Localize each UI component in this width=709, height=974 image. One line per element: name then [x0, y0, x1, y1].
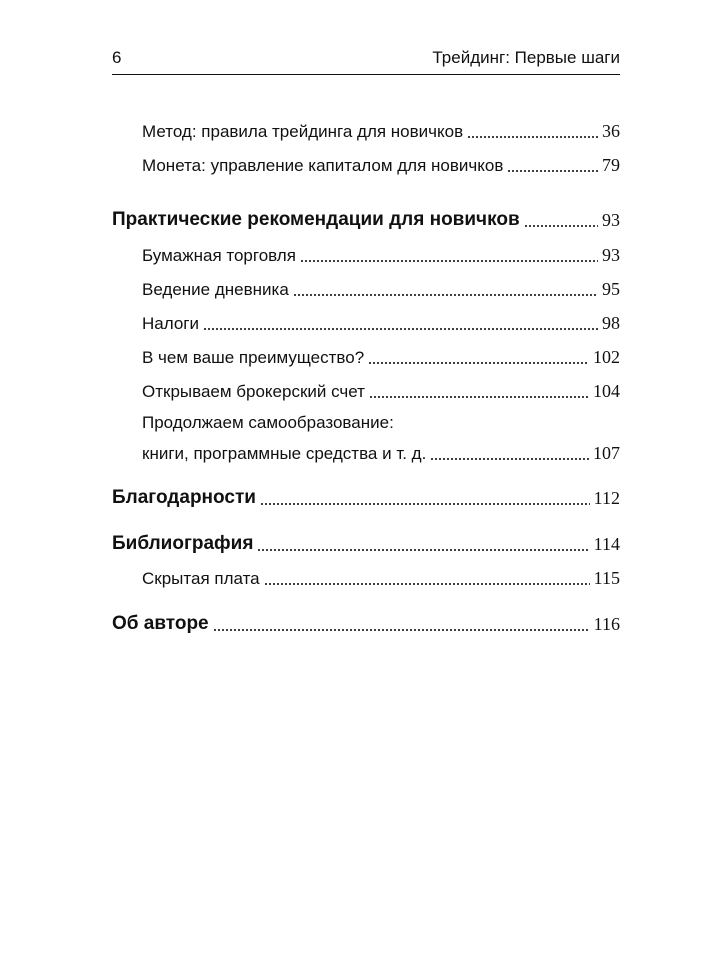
toc-entry: [112, 154, 620, 176]
toc-entry: [112, 120, 620, 142]
toc-entry-page: 102: [593, 347, 620, 367]
toc-entry-multiline: [112, 413, 620, 464]
running-title: Трейдинг: Первые шаги: [432, 48, 620, 67]
toc-chapter: [112, 533, 620, 555]
dot-leader: [293, 294, 598, 296]
toc-chapter-title: Благодарности: [112, 487, 256, 508]
toc-entry-title: Монета: управление капиталом для новичков: [142, 156, 504, 175]
dot-leader: [467, 136, 598, 138]
toc-entry: [112, 567, 620, 589]
page-number: 6: [112, 48, 122, 67]
toc-chapter-title: Об авторе: [112, 613, 209, 634]
toc-entry-page: 95: [602, 279, 620, 299]
toc-entry-title: книги, программные средства и т. д.: [142, 444, 427, 463]
toc-entry-page: 36: [602, 121, 620, 141]
toc-entry-title: Бумажная торговля: [142, 246, 296, 265]
toc-entry-page: 114: [593, 534, 620, 554]
toc-entry-page: 79: [602, 155, 620, 175]
dot-leader: [264, 583, 590, 585]
toc-entry-title: Скрытая плата: [142, 569, 260, 588]
dot-leader: [203, 328, 598, 330]
toc-chapter: [112, 487, 620, 509]
toc-entry-title: Открываем брокерский счет: [142, 382, 365, 401]
toc-entry: [112, 312, 620, 334]
toc-chapter-title: Практические рекомендации для новичков: [112, 209, 520, 230]
toc-entry-page: 93: [602, 210, 620, 230]
toc-entry: [112, 380, 620, 402]
toc-entry: [112, 244, 620, 266]
toc-entry-title: В чем ваше преимущество?: [142, 348, 365, 367]
dot-leader: [524, 225, 598, 227]
toc-entry-page: 112: [593, 488, 620, 508]
toc-entry-title-line1: Продолжаем самообразование:: [142, 413, 394, 432]
dot-leader: [213, 629, 590, 631]
toc-entry-page: 115: [593, 568, 620, 588]
toc-entry-title: Налоги: [142, 314, 199, 333]
dot-leader: [257, 549, 590, 551]
dot-leader: [430, 458, 589, 460]
toc-chapter: [112, 613, 620, 635]
dot-leader: [300, 260, 598, 262]
dot-leader: [260, 503, 590, 505]
toc-entry: [112, 346, 620, 368]
toc-entry-page: 104: [593, 381, 620, 401]
toc-entry-title: Ведение дневника: [142, 280, 289, 299]
toc-chapter-title: Библиография: [112, 533, 254, 554]
running-header: [112, 46, 620, 75]
toc-entry-page: 107: [593, 443, 620, 463]
dot-leader: [507, 170, 598, 172]
toc-entry-page: 116: [593, 614, 620, 634]
toc-chapter: [112, 209, 620, 231]
dot-leader: [368, 362, 589, 364]
toc-entry-page: 98: [602, 313, 620, 333]
toc-entry: [112, 278, 620, 300]
dot-leader: [369, 396, 589, 398]
toc-entry-page: 93: [602, 245, 620, 265]
toc-entry-title: Метод: правила трейдинга для новичков: [142, 122, 464, 141]
